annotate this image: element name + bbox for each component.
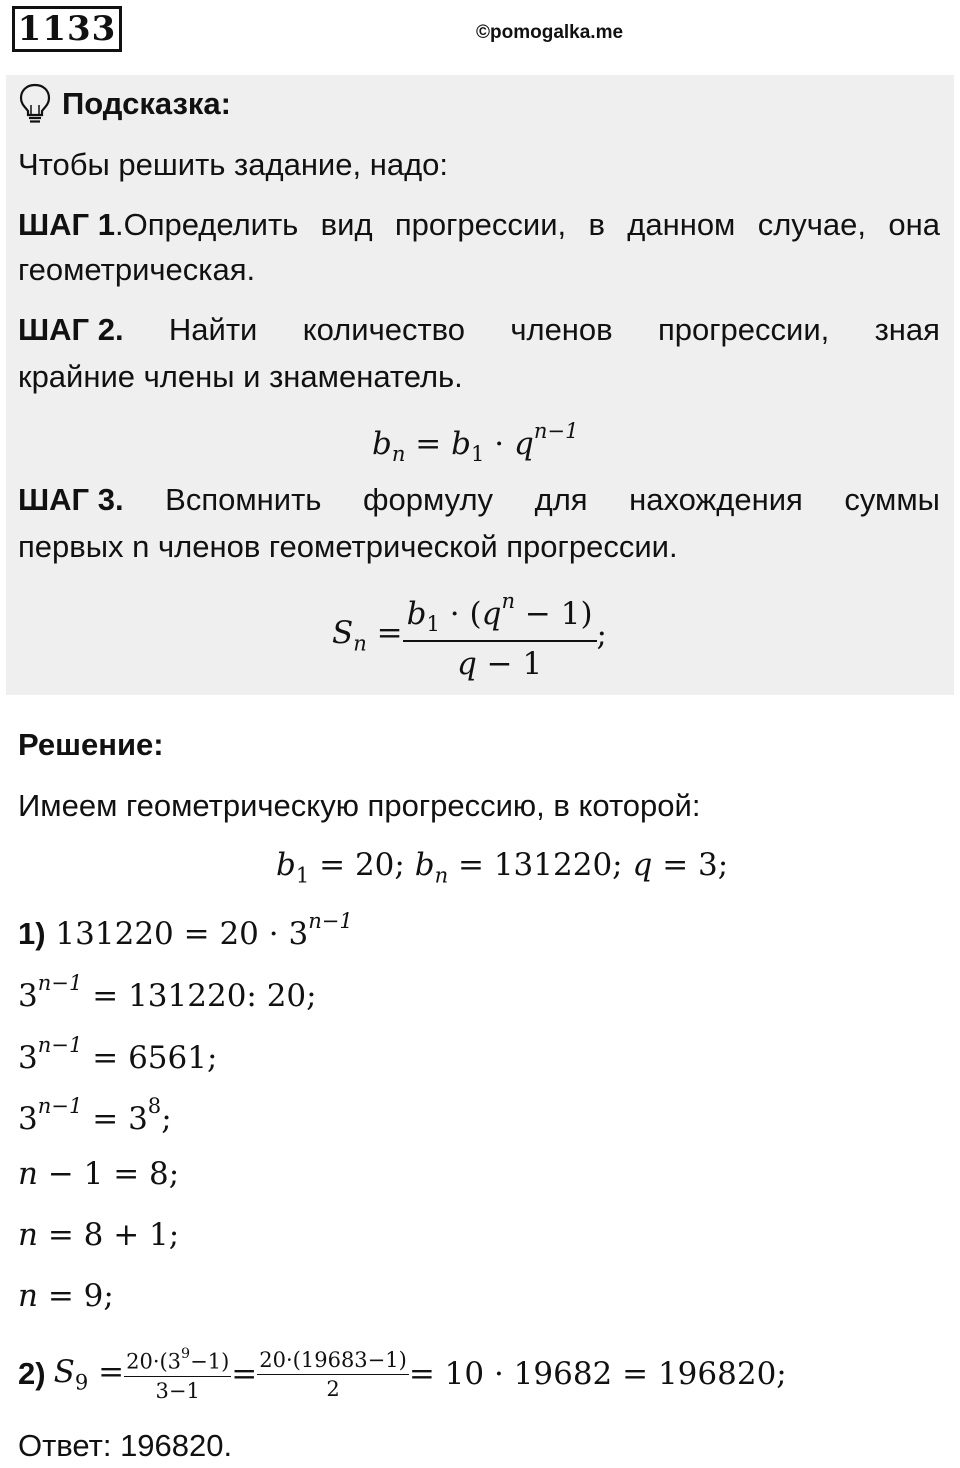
step3-word: Вспомнить — [165, 482, 322, 517]
hint-step2-line2: крайние члены и знаменатель. — [18, 359, 463, 394]
solution-line: $3^{n-1} = 6561$; — [18, 1032, 218, 1076]
step2-word: членов — [510, 312, 613, 347]
sum-fraction: $\frac{20\cdot(3^9-1)}{3-1}$ — [126, 1346, 230, 1403]
step2-word: количество — [302, 312, 466, 347]
step3-word: нахождения — [629, 482, 803, 517]
formula-sn-fraction: $\frac{b_1 \cdot (q^n - 1)}{q - 1}$ — [403, 588, 597, 682]
step3-word: суммы — [844, 482, 940, 517]
solution-line: n = 9; — [18, 1278, 114, 1314]
solution-step2: 2) $S_9$ = $\frac{20\cdot(3^9-1)}{3-1}$ = $\frac{20\cdot(19683-1)}{2}$ = 10 · 19682 = 196820; — [18, 1346, 787, 1403]
solution-line: n − 1 = 8; — [18, 1156, 180, 1192]
solution-line: n = 8 + 1; — [18, 1217, 180, 1253]
step1-word: она — [888, 207, 940, 242]
solution-title: Решение: — [18, 727, 164, 762]
hint-step2-line1 — [18, 308, 940, 352]
step1-label: ШАГ 1 — [18, 207, 115, 242]
hint-step3-line2: первых n членов геометрической прогрессии. — [18, 529, 678, 564]
hint-step1-line1 — [18, 203, 940, 247]
formula-sn: $S_n$ = $\frac{b_1 \cdot (q^n - 1)}{q - 1}$ ; — [332, 588, 607, 683]
step3-label: ШАГ 3. — [18, 482, 124, 517]
step2-label: ШАГ 2. — [18, 312, 124, 347]
answer: Ответ: 196820. — [18, 1428, 233, 1463]
step1-word: в — [588, 207, 605, 242]
hint-step1-line2: геометрическая. — [18, 252, 256, 287]
solution-step1: 1) $131220 = 20 \cdot 3^{n-1}$ — [18, 908, 353, 952]
step1-word: данном — [627, 207, 736, 242]
site-watermark: ©pomogalka.me — [476, 22, 624, 43]
step1-word: .Определить — [114, 207, 299, 242]
hint-intro: Чтобы решить задание, надо: — [18, 147, 449, 182]
step1-word: вид — [320, 207, 373, 242]
step2-word: Найти — [168, 312, 258, 347]
task-number: 1133 — [12, 6, 122, 52]
step3-word: формулу — [363, 482, 494, 517]
step3-word: для — [534, 482, 588, 517]
formula-bn: $b_n = b_1 \cdot q^{n-1}$ — [372, 418, 579, 467]
solution-intro: Имеем геометрическую прогрессию, в которой: — [18, 788, 701, 823]
step1-word: случае, — [757, 207, 867, 242]
sum-fraction: $\frac{20\cdot(19683-1)}{2}$ — [259, 1347, 407, 1401]
solution-line: $3^{n-1} = 131220$: 20; — [18, 970, 317, 1014]
hint-title: Подсказка: — [62, 86, 231, 121]
given-values: $b_1 = 20$; $b_n = 131220$; q = 3; — [276, 847, 729, 888]
lightbulb-icon — [18, 83, 52, 125]
hint-step3-line1 — [18, 478, 940, 522]
step2-word: зная — [874, 312, 940, 347]
step2-word: прогрессии, — [657, 312, 830, 347]
step1-word: прогрессии, — [394, 207, 567, 242]
solution-line: $3^{n-1} = 3^8$; — [18, 1093, 172, 1137]
